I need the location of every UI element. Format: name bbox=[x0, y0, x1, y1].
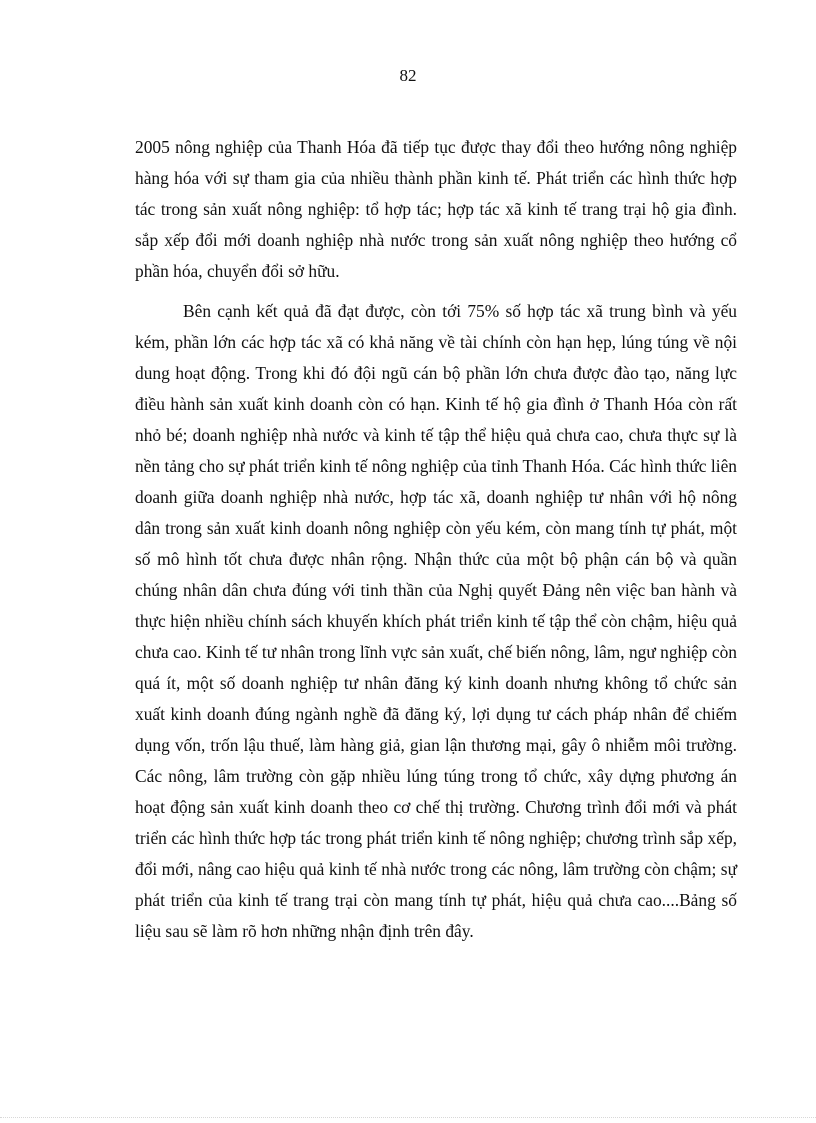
body-text bbox=[135, 132, 737, 947]
paragraph-2: Bên cạnh kết quả đã đạt được, còn tới 75% số hợp tác xã trung bình và yếu kém, phần lớn các hợp tác xã có khả năng về tài chính còn hạn hẹp, lúng túng về nội dung hoạt động. Trong khi đó đội ngũ cán bộ phần lớn chưa được đào tạo, năng lực điều hành sản xuất kinh doanh còn có hạn. Kinh tế hộ gia đình ở Thanh Hóa còn rất nhỏ bé; doanh nghiệp nhà nước và kinh tế tập thể hiệu quả chưa cao, chưa thực sự là nền tảng cho sự phát triển kinh tế nông nghiệp của tỉnh Thanh Hóa. Các hình thức liên doanh giữa doanh nghiệp nhà nước, hợp tác xã, doanh nghiệp tư nhân với hộ nông dân trong sản xuất kinh doanh nông nghiệp còn yếu kém, còn mang tính tự phát, một số mô hình tốt chưa được nhân rộng. Nhận thức của một bộ phận cán bộ và quần chúng nhân dân chưa đúng với tinh thần của Nghị quyết Đảng nên việc ban hành và thực hiện nhiều chính sách khuyến khích phát triển kinh tế tập thể còn chậm, hiệu quả chưa cao. Kinh tế tư nhân trong lĩnh vực sản xuất, chế biến nông, lâm, ngư nghiệp còn quá ít, một số doanh nghiệp tư nhân đăng ký kinh doanh nhưng không tổ chức sản xuất kinh doanh đúng ngành nghề đã đăng ký, lợi dụng tư cách pháp nhân để chiếm dụng vốn, trốn lậu thuế, làm hàng giả, gian lận thương mại, gây ô nhiễm môi trường. Các nông, lâm trường còn gặp nhiều lúng túng trong tổ chức, xây dựng phương án hoạt động sản xuất kinh doanh theo cơ chế thị trường. Chương trình đổi mới và phát triển các hình thức hợp tác trong phát triển kinh tế nông nghiệp; chương trình sắp xếp, đổi mới, nâng cao hiệu quả kinh tế nhà nước trong các nông, lâm trường còn chậm; sự phát triển của kinh tế trang trại còn mang tính tự phát, hiệu quả chưa cao....Bảng số liệu sau sẽ làm rõ hơn những nhận định trên đây. bbox=[135, 301, 737, 941]
page-number: 82 bbox=[399, 66, 417, 85]
page-bottom-divider bbox=[0, 1117, 816, 1118]
paragraph-1: 2005 nông nghiệp của Thanh Hóa đã tiếp tục được thay đổi theo hướng nông nghiệp hàng hóa với sự tham gia của nhiều thành phần kinh tế. Phát triển các hình thức hợp tác trong sản xuất nông nghiệp: tổ hợp tác; hợp tác xã kinh tế trang trại hộ gia đình. sắp xếp đổi mới doanh nghiệp nhà nước trong sản xuất nông nghiệp theo hướng cổ phần hóa, chuyển đổi sở hữu. bbox=[135, 137, 737, 281]
